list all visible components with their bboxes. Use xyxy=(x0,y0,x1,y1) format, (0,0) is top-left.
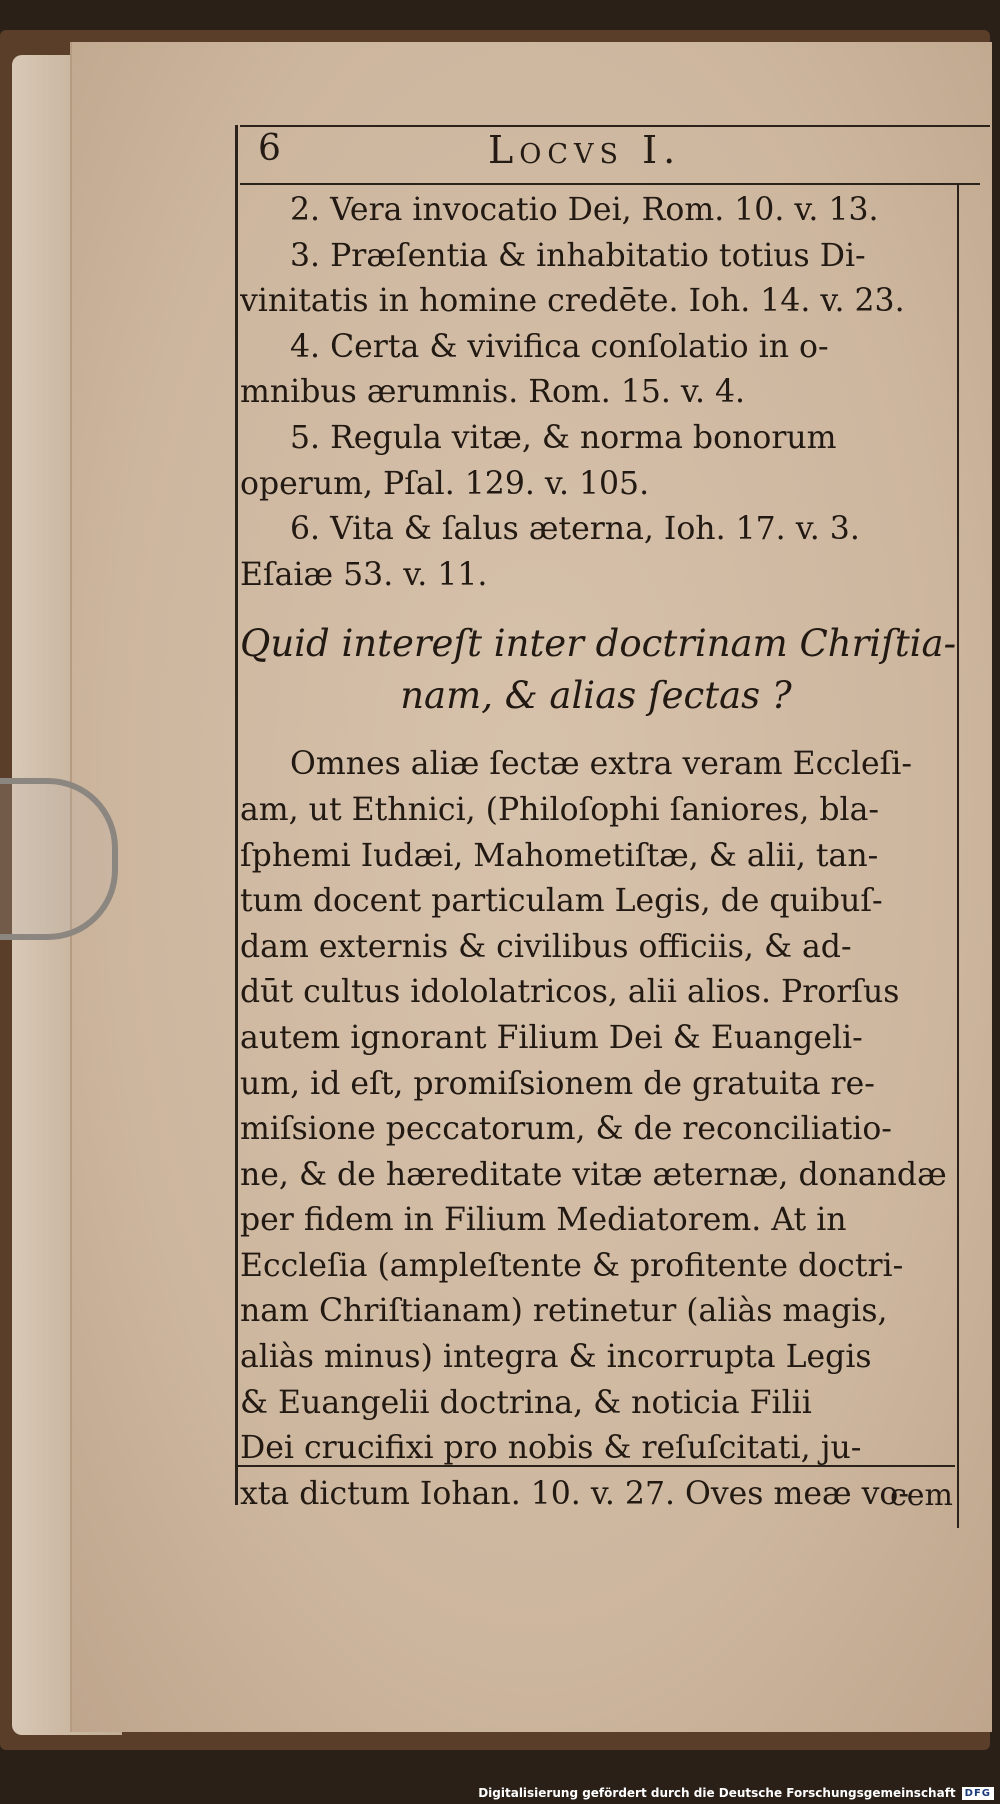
text-line: am, ut Ethnici, (Philoſophi ſaniores, bla- xyxy=(240,791,880,828)
page-header xyxy=(258,128,958,180)
text-line: ne, & de hæreditate vitæ æternæ, donandæ xyxy=(240,1156,947,1193)
text-line: 3. Præſentia & inhabitatio totius Di- xyxy=(290,237,866,274)
text-line: tum docent particulam Legis, de quibuſ- xyxy=(240,883,883,920)
text-line: 2. Vera invocatio Dei, Rom. 10. v. 13. xyxy=(290,192,879,228)
text-line: dūt cultus idololatricos, alii alios. Prorſus xyxy=(240,974,900,1011)
text-line: 6. Vita & ſalus æterna, Ioh. 17. v. 3. xyxy=(290,511,860,548)
book-clasp xyxy=(0,778,118,940)
text-line: per fidem in Filium Mediatorem. At in xyxy=(240,1202,847,1239)
text-line: Eccleſia (ampleſtente & profitente doctri- xyxy=(240,1247,904,1284)
text-line: Eſaiæ 53. v. 11. xyxy=(240,556,488,593)
page-number: 6 xyxy=(258,128,281,169)
right-rule xyxy=(957,183,959,1528)
text-line: dam externis & civilibus officiis, & ad- xyxy=(240,928,852,965)
text-line: operum, Pſal. 129. v. 105. xyxy=(240,465,650,502)
header-rule xyxy=(240,183,980,185)
text-line: mnibus ærumnis. Rom. 15. v. 4. xyxy=(240,374,746,411)
paragraph xyxy=(240,742,952,1517)
section-heading-line-1: Quid intereſt inter doctrinam Chriſtia- xyxy=(240,622,957,666)
text-line: um, id eſt, promiſsionem de gratuita re- xyxy=(240,1065,875,1102)
digitization-footer xyxy=(478,1786,994,1800)
footer-text: Digitalisierung gefördert durch die Deutsche Forschungsgemeinschaft xyxy=(478,1786,956,1800)
text-line: xta dictum Iohan. 10. v. 27. Oves meæ vo- xyxy=(240,1475,909,1512)
dfg-logo: DFG xyxy=(962,1787,994,1800)
text-line: autem ignorant Filium Dei & Euangeli- xyxy=(240,1019,863,1056)
text-line: 4. Certa & vivifica conſolatio in o- xyxy=(290,328,829,365)
catchword: cem xyxy=(890,1478,954,1513)
running-head: Locvs I. xyxy=(488,128,682,172)
text-line: nam Chriſtianam) retinetur (aliàs magis, xyxy=(240,1293,888,1330)
section-heading-line-2: nam, & alias ſectas ? xyxy=(400,674,792,718)
text-line: aliàs minus) integra & incorrupta Legis xyxy=(240,1339,872,1376)
top-rule xyxy=(240,125,990,127)
text-line: ſphemi Iudæi, Mahometiſtæ, & alii, tan- xyxy=(240,837,879,874)
text-block xyxy=(240,188,957,1517)
text-line: & Euangelii doctrina, & noticia Filii xyxy=(240,1384,812,1421)
text-line: miſsione peccatorum, & de reconciliatio- xyxy=(240,1111,892,1148)
enumerated-list xyxy=(240,188,952,598)
text-line: Omnes aliæ ſectæ extra veram Eccleſi- xyxy=(290,746,913,783)
text-line: vinitatis in homine credēte. Ioh. 14. v. 23. xyxy=(240,283,905,320)
text-line: 5. Regula vitæ, & norma bonorum xyxy=(290,419,837,456)
text-line: Dei crucifixi pro nobis & reſuſcitati, ju- xyxy=(240,1430,862,1467)
